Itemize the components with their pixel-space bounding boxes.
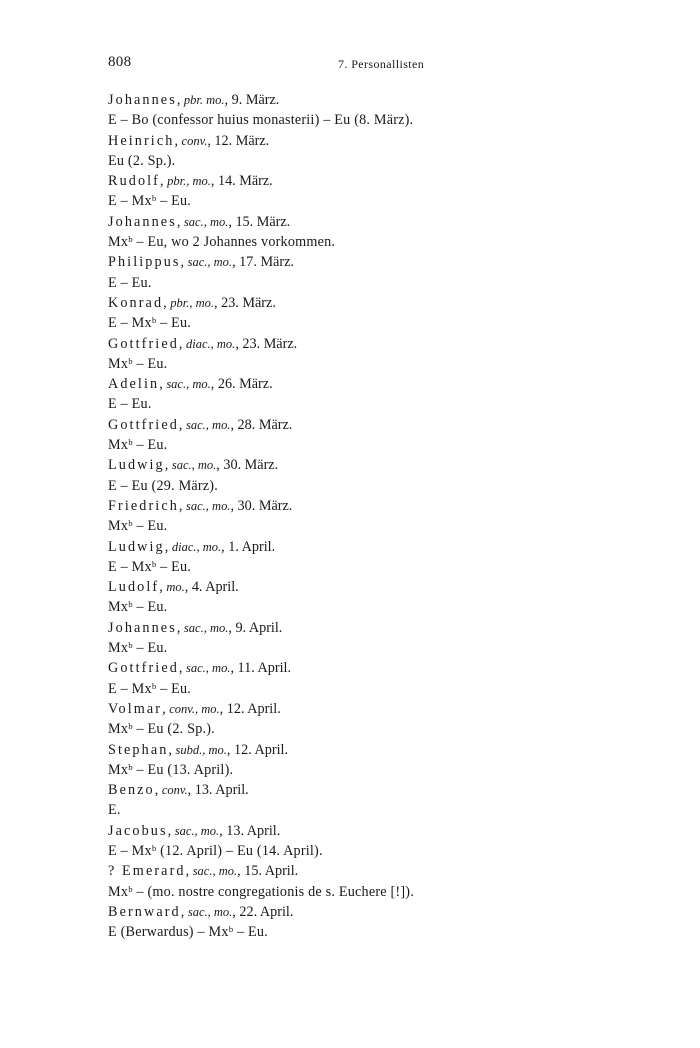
source-reference: E (Berwardus) – Mxᵇ – Eu. xyxy=(108,924,268,941)
source-reference: Mxᵇ – Eu, wo 2 Johannes vorkommen. xyxy=(108,234,336,251)
person-role: sac., mo. xyxy=(186,417,231,432)
entry-heading: Bernward, sac., mo., 22. April. xyxy=(108,903,294,920)
entry-heading: Philippus, sac., mo., 17. März. xyxy=(108,254,294,271)
list-item xyxy=(108,618,568,659)
source-reference: E – Bo (confessor huius monasterii) – Eu (8. März). xyxy=(108,112,414,129)
person-role: subd., mo. xyxy=(175,742,227,757)
person-name: Rudolf xyxy=(108,173,161,190)
source-reference: E – Mxᵇ – Eu. xyxy=(108,680,192,697)
list-item xyxy=(108,171,568,212)
person-name: Jacobus xyxy=(108,822,168,839)
list-item xyxy=(108,90,568,131)
person-role: sac., mo. xyxy=(183,214,229,229)
list-item xyxy=(108,902,568,943)
person-name: Gottfried xyxy=(108,416,179,433)
source-reference: E – Eu. xyxy=(108,396,152,413)
entry-date: , 15. März. xyxy=(228,213,291,230)
person-name: ? Emerard xyxy=(108,863,186,880)
person-role: sac., mo. xyxy=(187,904,233,919)
source-reference: E – Mxᵇ – Eu. xyxy=(108,193,192,210)
entry-date: , 26. März. xyxy=(210,376,273,393)
person-name: Philippus xyxy=(108,254,181,271)
person-role: mo. xyxy=(166,580,185,595)
personnel-list xyxy=(108,90,568,942)
person-role: pbr. mo. xyxy=(183,93,225,107)
person-role: sac., mo. xyxy=(174,823,220,838)
entry-date: , 23. März. xyxy=(214,294,276,311)
entry-date: , 1. April. xyxy=(221,538,276,555)
entry-heading: Gottfried, sac., mo., 11. April. xyxy=(108,660,292,677)
entry-heading: Ludwig, sac., mo., 30. März. xyxy=(108,457,279,474)
list-item xyxy=(108,780,568,821)
entry-date: , 12. April. xyxy=(226,741,289,758)
person-name: Johannes xyxy=(108,92,177,108)
entry-date: , 9. März. xyxy=(224,92,280,108)
entry-heading: Jacobus, sac., mo., 13. April. xyxy=(108,822,281,839)
person-name: Gottfried xyxy=(108,335,179,352)
person-name: Ludwig xyxy=(108,538,165,555)
person-name: Volmar xyxy=(108,700,163,717)
person-name: Johannes xyxy=(108,213,177,230)
list-item xyxy=(108,252,568,293)
person-name: Bernward xyxy=(108,903,181,920)
source-reference: Eu (2. Sp.). xyxy=(108,152,176,169)
source-reference: E – Mxᵇ – Eu. xyxy=(108,558,192,575)
page-number: 808 xyxy=(108,54,132,70)
source-reference: Mxᵇ – Eu (13. April). xyxy=(108,761,234,778)
entry-heading: ? Emerard, sac., mo., 15. April. xyxy=(108,863,299,880)
list-item xyxy=(108,455,568,496)
person-role: sac., mo. xyxy=(192,864,238,879)
entry-heading: Gottfried, sac., mo., 28. März. xyxy=(108,416,293,433)
person-role: diac., mo. xyxy=(186,336,236,351)
person-role: sac., mo. xyxy=(171,458,217,473)
list-item xyxy=(108,496,568,537)
entry-heading: Johannes, sac., mo., 9. April. xyxy=(108,619,283,636)
person-name: Ludolf xyxy=(108,579,160,596)
person-role: conv., mo. xyxy=(169,701,220,716)
source-reference: Mxᵇ – Eu. xyxy=(108,437,168,454)
source-reference: E – Mxᵇ (12. April) – Eu (14. April). xyxy=(108,842,323,859)
source-reference: E – Mxᵇ – Eu. xyxy=(108,315,192,332)
entry-heading: Konrad, pbr., mo., 23. März. xyxy=(108,294,276,311)
entry-heading: Ludolf, mo., 4. April. xyxy=(108,579,239,596)
entry-date: , 28. März. xyxy=(230,416,293,433)
entry-date: , 30. März. xyxy=(216,457,279,474)
source-reference: Mxᵇ – Eu. xyxy=(108,599,168,616)
entry-heading: Friedrich, sac., mo., 30. März. xyxy=(108,497,293,514)
entry-date: , 11. April. xyxy=(230,660,292,677)
list-item xyxy=(108,374,568,415)
source-reference: E – Eu (29. März). xyxy=(108,477,218,494)
person-role: sac., mo. xyxy=(166,377,211,392)
source-reference: E – Eu. xyxy=(108,274,152,291)
person-name: Konrad xyxy=(108,294,164,311)
entry-date: , 15. April. xyxy=(237,863,299,880)
entry-heading: Heinrich, conv., 12. März. xyxy=(108,132,270,149)
entry-date: , 4. April. xyxy=(184,579,239,596)
list-item xyxy=(108,861,568,902)
running-head: 7. Personallisten xyxy=(338,57,425,71)
person-role: pbr., mo. xyxy=(170,295,215,310)
entry-date: , 14. März. xyxy=(210,173,273,190)
list-item xyxy=(108,415,568,456)
list-item xyxy=(108,740,568,781)
person-name: Adelin xyxy=(108,376,160,393)
entry-heading: Johannes, sac., mo., 15. März. xyxy=(108,213,291,230)
entry-date: , 9. April. xyxy=(228,619,283,636)
person-name: Stephan xyxy=(108,741,169,758)
list-item xyxy=(108,212,568,253)
list-item xyxy=(108,131,568,172)
entry-heading: Volmar, conv., mo., 12. April. xyxy=(108,700,281,717)
entry-heading: Adelin, sac., mo., 26. März. xyxy=(108,376,273,393)
person-role: sac., mo. xyxy=(187,255,233,270)
entry-date: , 12. April. xyxy=(219,700,281,717)
list-item xyxy=(108,537,568,578)
entry-heading: Benzo, conv., 13. April. xyxy=(108,782,249,799)
page-header xyxy=(108,54,460,74)
entry-date: , 23. März. xyxy=(235,335,298,352)
entry-date: , 22. April. xyxy=(232,903,294,920)
entry-date: , 13. April. xyxy=(219,822,281,839)
entry-date: , 30. März. xyxy=(230,497,293,514)
entry-heading: Ludwig, diac., mo., 1. April. xyxy=(108,538,276,555)
person-name: Benzo xyxy=(108,782,155,799)
person-role: conv. xyxy=(181,133,208,148)
entry-heading: Johannes, pbr. mo., 9. März. xyxy=(108,92,280,108)
person-name: Ludwig xyxy=(108,457,165,474)
person-name: Johannes xyxy=(108,619,177,636)
list-item xyxy=(108,699,568,740)
entry-heading: Stephan, subd., mo., 12. April. xyxy=(108,741,289,758)
source-reference: Mxᵇ – Eu (2. Sp.). xyxy=(108,721,215,738)
person-role: conv. xyxy=(161,783,188,798)
list-item xyxy=(108,293,568,334)
person-role: pbr., mo. xyxy=(167,174,211,189)
entry-date: , 12. März. xyxy=(207,132,270,149)
person-name: Heinrich xyxy=(108,132,175,149)
list-item xyxy=(108,658,568,699)
person-role: sac., mo. xyxy=(186,498,231,513)
person-name: Friedrich xyxy=(108,497,179,514)
source-reference: E. xyxy=(108,802,121,819)
entry-heading: Gottfried, diac., mo., 23. März. xyxy=(108,335,298,352)
list-item xyxy=(108,334,568,375)
entry-heading: Rudolf, pbr., mo., 14. März. xyxy=(108,173,273,190)
person-role: sac., mo. xyxy=(186,661,231,676)
source-reference: Mxᵇ – (mo. nostre congregationis de s. Euchere [!]). xyxy=(108,883,414,900)
list-item xyxy=(108,821,568,862)
source-reference: Mxᵇ – Eu. xyxy=(108,518,168,535)
source-reference: Mxᵇ – Eu. xyxy=(108,355,168,372)
list-item xyxy=(108,577,568,618)
source-reference: Mxᵇ – Eu. xyxy=(108,640,168,657)
person-name: Gottfried xyxy=(108,660,179,677)
person-role: diac., mo. xyxy=(171,539,222,554)
entry-date: , 13. April. xyxy=(187,782,249,799)
entry-date: , 17. März. xyxy=(232,254,294,271)
person-role: sac., mo. xyxy=(183,620,229,635)
